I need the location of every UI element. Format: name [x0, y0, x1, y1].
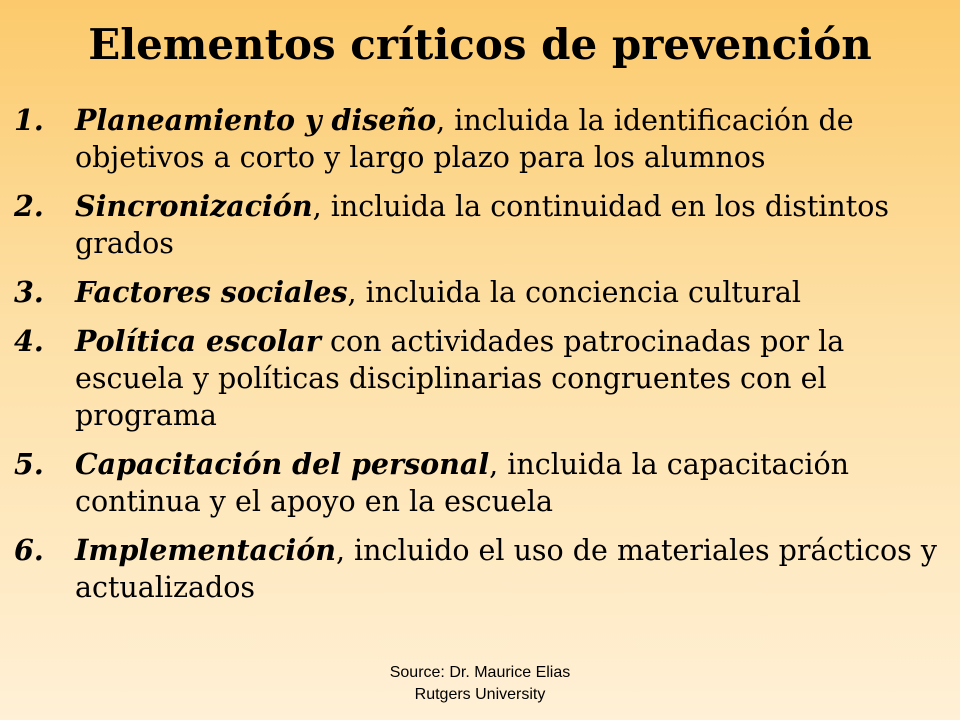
- source-institution: Rutgers University: [414, 686, 546, 703]
- item-number: 4.: [14, 324, 44, 358]
- item-number: 2.: [14, 189, 44, 223]
- item-number: 6.: [14, 533, 44, 567]
- item-description: , incluida la conciencia cultural: [347, 276, 801, 309]
- item-text: [75, 188, 949, 262]
- item-text: [75, 274, 949, 311]
- item-term: Planeamiento y diseño: [75, 103, 437, 137]
- list-item: [14, 532, 949, 606]
- item-term: Factores sociales: [75, 275, 348, 309]
- item-number: 3.: [14, 275, 44, 309]
- item-term: Política escolar: [75, 324, 321, 358]
- list-item: [14, 446, 949, 520]
- item-description: , incluido el uso de materiales prácticos y actualizados: [75, 534, 937, 604]
- item-text: [75, 102, 949, 176]
- source-author: Source: Dr. Maurice Elias: [389, 664, 571, 681]
- list-item: [14, 274, 949, 311]
- item-term: Sincronización: [75, 189, 313, 223]
- item-description: con actividades patrocinadas por la escuela y políticas disciplinarias congruentes con el programa: [75, 325, 845, 432]
- source-credit: [0, 662, 960, 706]
- item-text: [75, 532, 949, 606]
- list-item: [14, 188, 949, 262]
- item-text: [75, 446, 949, 520]
- slide-title: Elementos críticos de prevención: [88, 20, 872, 69]
- item-term: Capacitación del personal: [75, 447, 490, 481]
- item-description: , incluida la identificación de objetivos a corto y largo plazo para los alumnos: [75, 104, 854, 174]
- prevention-elements-list: [14, 102, 949, 618]
- list-item: [14, 323, 949, 434]
- item-text: [75, 323, 949, 434]
- item-description: , incluida la capacitación continua y el apoyo en la escuela: [75, 448, 850, 518]
- item-number: 1.: [14, 103, 44, 137]
- list-item: [14, 102, 949, 176]
- item-number: 5.: [14, 447, 44, 481]
- item-term: Implementación: [75, 533, 336, 567]
- item-description: , incluida la continuidad en los distintos grados: [75, 190, 890, 260]
